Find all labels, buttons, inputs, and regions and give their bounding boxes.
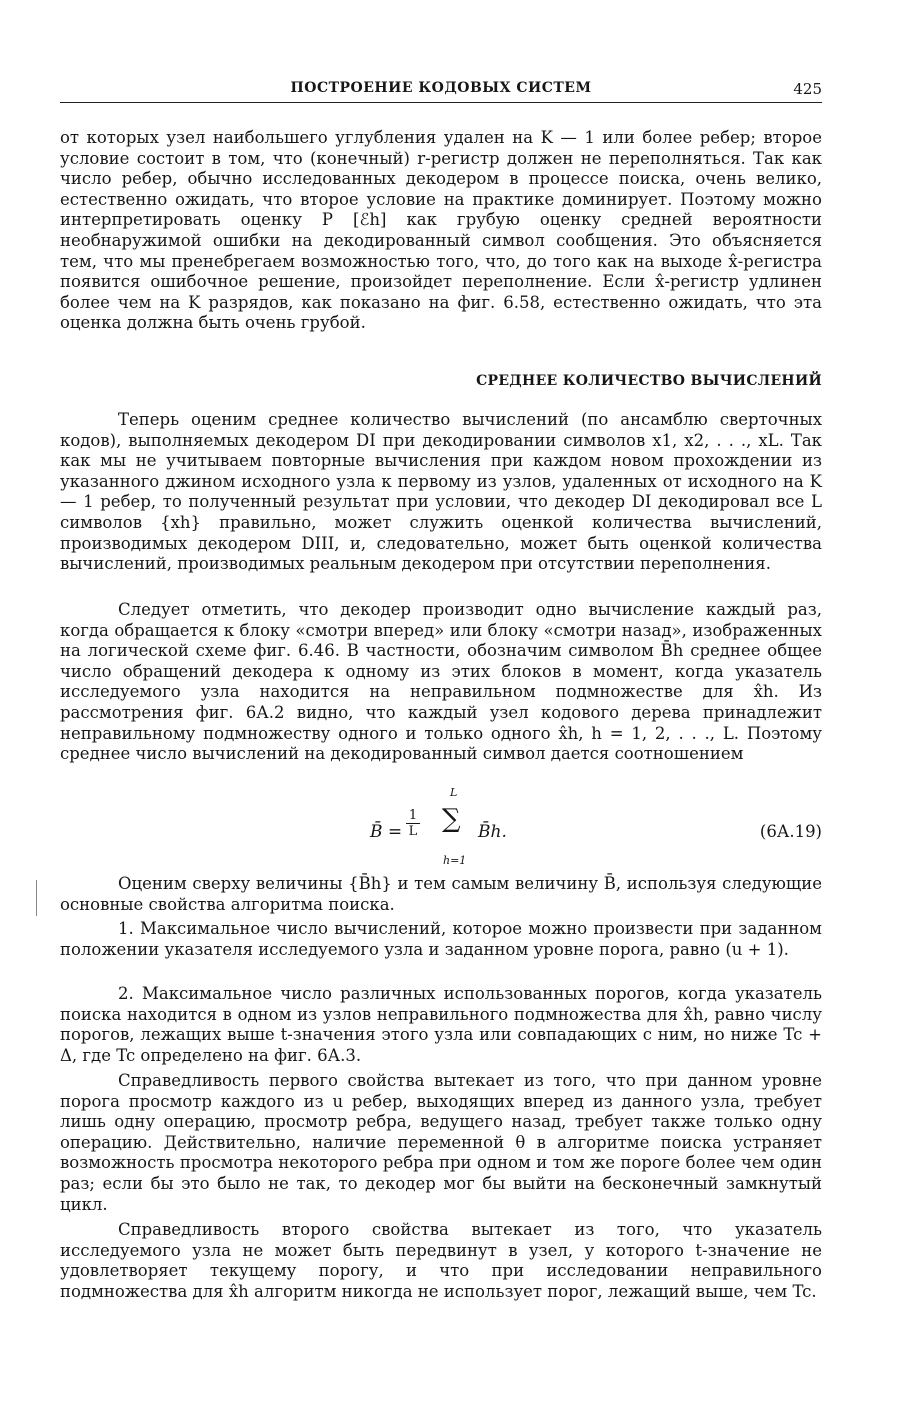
equation-lhs: B̄ = <box>370 822 403 842</box>
fraction <box>406 808 420 839</box>
page-number: 425 <box>793 80 822 98</box>
paragraph-4: Оценим сверху величины {B̄h} и тем самым величину B̄, используя следующие основные свойства алгоритма поиска. <box>60 874 822 914</box>
section-title: СРЕДНЕЕ КОЛИЧЕСТВО ВЫЧИСЛЕНИЙ <box>476 373 822 389</box>
paragraph-7: Справедливость первого свойства вытекает из того, что при данном уровне порога просмотр каждого из u ребер, выходящих вперед из данного узла, требует лишь одну операцию, просмотр ребра, ведущего назад, требует также только одну операцию. Действительно, наличие переменной θ в алгоритме поиска устраняет возможность просмотра некоторого ребра при одном и том же пороге более чем один раз; если бы это было не так, то декодер мог бы выйти на бесконечный замкнутый цикл. <box>60 1071 822 1214</box>
sum-sign-icon: ∑ <box>442 804 461 834</box>
equation-summand: B̄h. <box>478 822 507 842</box>
fraction-denominator: L <box>408 824 418 839</box>
paragraph-6: 2. Максимальное число различных использованных порогов, когда указатель поиска находится в одном из узлов неправильного подмножества для x̂h, равно числу порогов, лежащих выше t-значения этого узла или совпадающих с ним, но ниже Tc + Δ, где Tc определено на фиг. 6А.3. <box>60 984 822 1065</box>
running-title: ПОСТРОЕНИЕ КОДОВЫХ СИСТЕМ <box>290 80 592 96</box>
paragraph-1: от которых узел наибольшего углубления удален на K — 1 или более ребер; второе условие состоит в том, что (конечный) r-регистр должен не переполняться. Так как число ребер, обычно исследованных декодером в процессе поиска, очень велико, естественно ожидать, что второе условие на практике доминирует. Поэтому можно интерпретировать оценку P [ℰh] как грубую оценку средней вероятности необнаружимой ошибки на декодированный символ сообщения. Это объясняется тем, что мы пренебрегаем возможностью того, что, до того как на выходе x̂-регистра появится ошибочное решение, произойдет переполнение. Если x̂-регистр удлинен более чем на K разрядов, как показано на фиг. 6.58, естественно ожидать, что эта оценка должна быть очень грубой. <box>60 128 822 333</box>
sum-lower-limit: h=1 <box>443 854 467 867</box>
sum-upper-limit: L <box>450 786 458 799</box>
paragraph-3: Следует отметить, что декодер производит одно вычисление каждый раз, когда обращается к блоку «смотри вперед» или блоку «смотри назад», изображенных на логической схеме фиг. 6.46. В частности, обозначим символом B̄h среднее общее число обращений декодера к одному из этих блоков в момент, когда указатель исследуемого узла находится на неправильном подмножестве для x̂h. Из рассмотрения фиг. 6А.2 видно, что каждый узел кодового дерева принадлежит неправильному подмножеству одного и только одного x̂h, h = 1, 2, . . ., L. Поэтому среднее число вычислений на декодированный символ дается соотношением <box>60 600 822 764</box>
paragraph-2: Теперь оценим среднее количество вычислений (по ансамблю сверточных кодов), выполняемых декодером DI при декодировании символов x1, x2, . . ., xL. Так как мы не учитываем повторные вычисления при каждом новом прохождении из указанного джином исходного узла к первому из узлов, удаленных от исходного на K — 1 ребер, то полученный результат при условии, что декодер DI декодировал все L символов {xh} правильно, может служить оценкой количества вычислений, производимых декодером DIII, и, следовательно, может быть оценкой количества вычислений, производимых реальным декодером при отсутствии переполнения. <box>60 410 822 574</box>
running-header <box>60 80 822 103</box>
paragraph-5: 1. Максимальное число вычислений, которое можно произвести при заданном положении указателя исследуемого узла и заданном уровне порога, равно (u + 1). <box>60 919 822 959</box>
margin-line <box>36 880 37 916</box>
fraction-numerator: 1 <box>406 808 420 824</box>
paragraph-8: Справедливость второго свойства вытекает из того, что указатель исследуемого узла не может быть передвинут в узел, у которого t-значение не удовлетворяет текущему порогу, и что при исследовании неправильного подмножества для x̂h алгоритм никогда не использует порог, лежащий выше, чем Tc. <box>60 1220 822 1301</box>
equation-number: (6А.19) <box>759 822 822 841</box>
